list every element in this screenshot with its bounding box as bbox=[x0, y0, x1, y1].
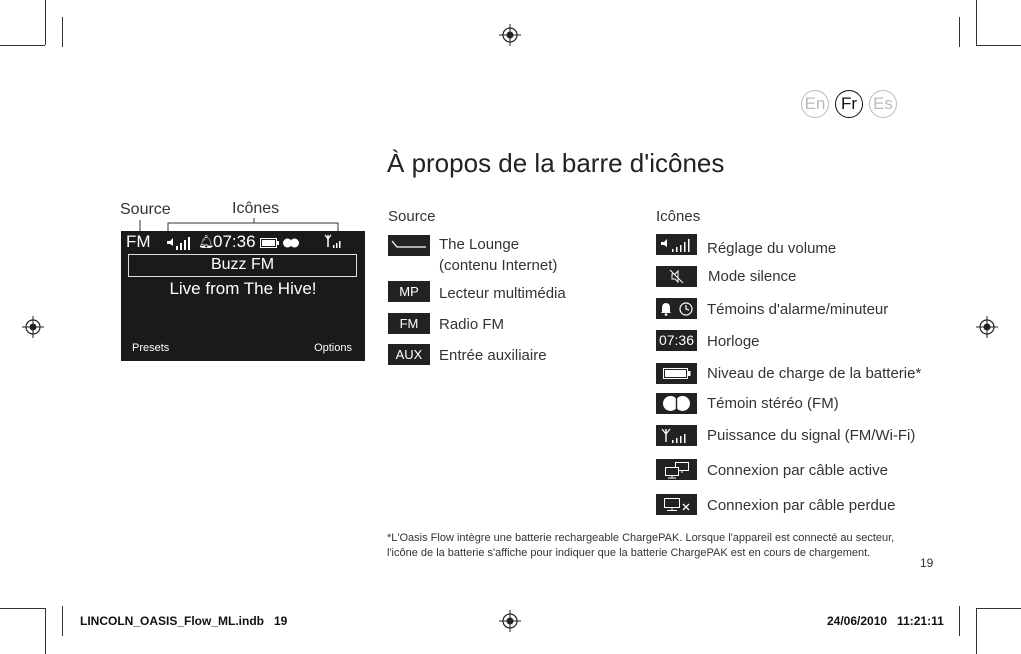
screen-station: Buzz FM bbox=[210, 256, 275, 273]
mute-icon bbox=[656, 266, 697, 287]
language-fr[interactable]: Fr bbox=[835, 90, 863, 118]
language-es[interactable]: Es bbox=[869, 90, 897, 118]
icon-battery-label: Niveau de charge de la batterie* bbox=[707, 365, 922, 382]
icon-alarm-label: Témoins d'alarme/minuteur bbox=[707, 301, 889, 318]
icon-stereo-label: Témoin stéréo (FM) bbox=[707, 395, 839, 412]
crop-mark bbox=[959, 17, 960, 47]
language-en[interactable]: En bbox=[801, 90, 829, 118]
lounge-line-icon bbox=[388, 235, 430, 256]
source-mp-label: Lecteur multimédia bbox=[439, 285, 566, 302]
crop-mark bbox=[959, 606, 960, 636]
network-lost-icon bbox=[656, 494, 697, 515]
icon-mute-label: Mode silence bbox=[708, 268, 797, 285]
crop-mark bbox=[62, 606, 63, 636]
source-fm-label: Radio FM bbox=[439, 316, 505, 333]
crop-mark bbox=[976, 608, 1021, 609]
softkey-presets[interactable]: Presets bbox=[132, 342, 170, 354]
battery-icon bbox=[260, 238, 280, 248]
registration-mark-icon bbox=[499, 24, 521, 46]
crop-mark bbox=[976, 45, 1021, 46]
icon-clock-label: Horloge bbox=[707, 333, 760, 350]
stereo-icon bbox=[283, 238, 299, 248]
signal-icon bbox=[656, 425, 697, 446]
crop-mark bbox=[45, 0, 46, 45]
registration-mark-icon bbox=[499, 610, 521, 632]
page-number: 19 bbox=[920, 556, 934, 570]
crop-mark bbox=[62, 17, 63, 47]
softkey-options[interactable]: Options bbox=[314, 342, 352, 354]
icons-heading: Icônes bbox=[656, 208, 701, 225]
source-badge-aux: AUX bbox=[388, 344, 430, 365]
network-connected-icon bbox=[656, 459, 697, 480]
bell-icon: 🔔︎ bbox=[198, 234, 215, 249]
source-aux-label: Entrée auxiliaire bbox=[439, 347, 547, 364]
screen-source: FM bbox=[126, 232, 151, 251]
crop-mark bbox=[0, 45, 45, 46]
source-lounge-sublabel: (contenu Internet) bbox=[439, 257, 558, 274]
footer-datetime: 24/06/2010 11:21:11 bbox=[827, 614, 944, 628]
battery-footnote: *L'Oasis Flow intègre une batterie rechargeable ChargePAK. Lorsque l'appareil est connecté au secteur, l'icône de la batterie s'affiche pour indiquer que la batterie ChargePAK est en cours de chargement. bbox=[387, 532, 895, 559]
page-title: À propos de la barre d'icônes bbox=[387, 148, 725, 178]
volume-icon bbox=[656, 234, 697, 255]
footer-filename: LINCOLN_OASIS_Flow_ML.indb 19 bbox=[80, 614, 288, 628]
screen-label-icones: Icônes bbox=[232, 200, 280, 217]
signal-icon bbox=[324, 233, 344, 249]
registration-mark-icon bbox=[976, 316, 998, 338]
alarm-timer-icon bbox=[656, 298, 697, 319]
screen-message: Live from The Hive! bbox=[169, 279, 317, 298]
volume-icon bbox=[166, 235, 194, 251]
icon-signal-label: Puissance du signal (FM/Wi-Fi) bbox=[707, 427, 916, 444]
crop-mark bbox=[976, 608, 977, 654]
battery-icon bbox=[656, 363, 697, 384]
icon-network-lost-label: Connexion par câble perdue bbox=[707, 497, 896, 514]
source-lounge-label: The Lounge bbox=[439, 236, 520, 253]
source-badge-fm: FM bbox=[388, 313, 430, 334]
crop-mark bbox=[976, 0, 977, 45]
registration-mark-icon bbox=[22, 316, 44, 338]
source-heading: Source bbox=[388, 208, 436, 225]
icon-network-connected-label: Connexion par câble active bbox=[707, 462, 888, 479]
clock-icon: 07:36 bbox=[656, 330, 697, 351]
screen-time: 07:36 bbox=[213, 232, 256, 251]
source-badge-mp: MP bbox=[388, 281, 430, 302]
crop-mark bbox=[0, 608, 45, 609]
crop-mark bbox=[45, 608, 46, 654]
icon-volume-label: Réglage du volume bbox=[707, 240, 837, 257]
device-screen bbox=[121, 231, 365, 361]
stereo-icon bbox=[656, 393, 697, 414]
label-leader-lines bbox=[120, 218, 350, 232]
screen-label-source: Source bbox=[120, 201, 171, 218]
